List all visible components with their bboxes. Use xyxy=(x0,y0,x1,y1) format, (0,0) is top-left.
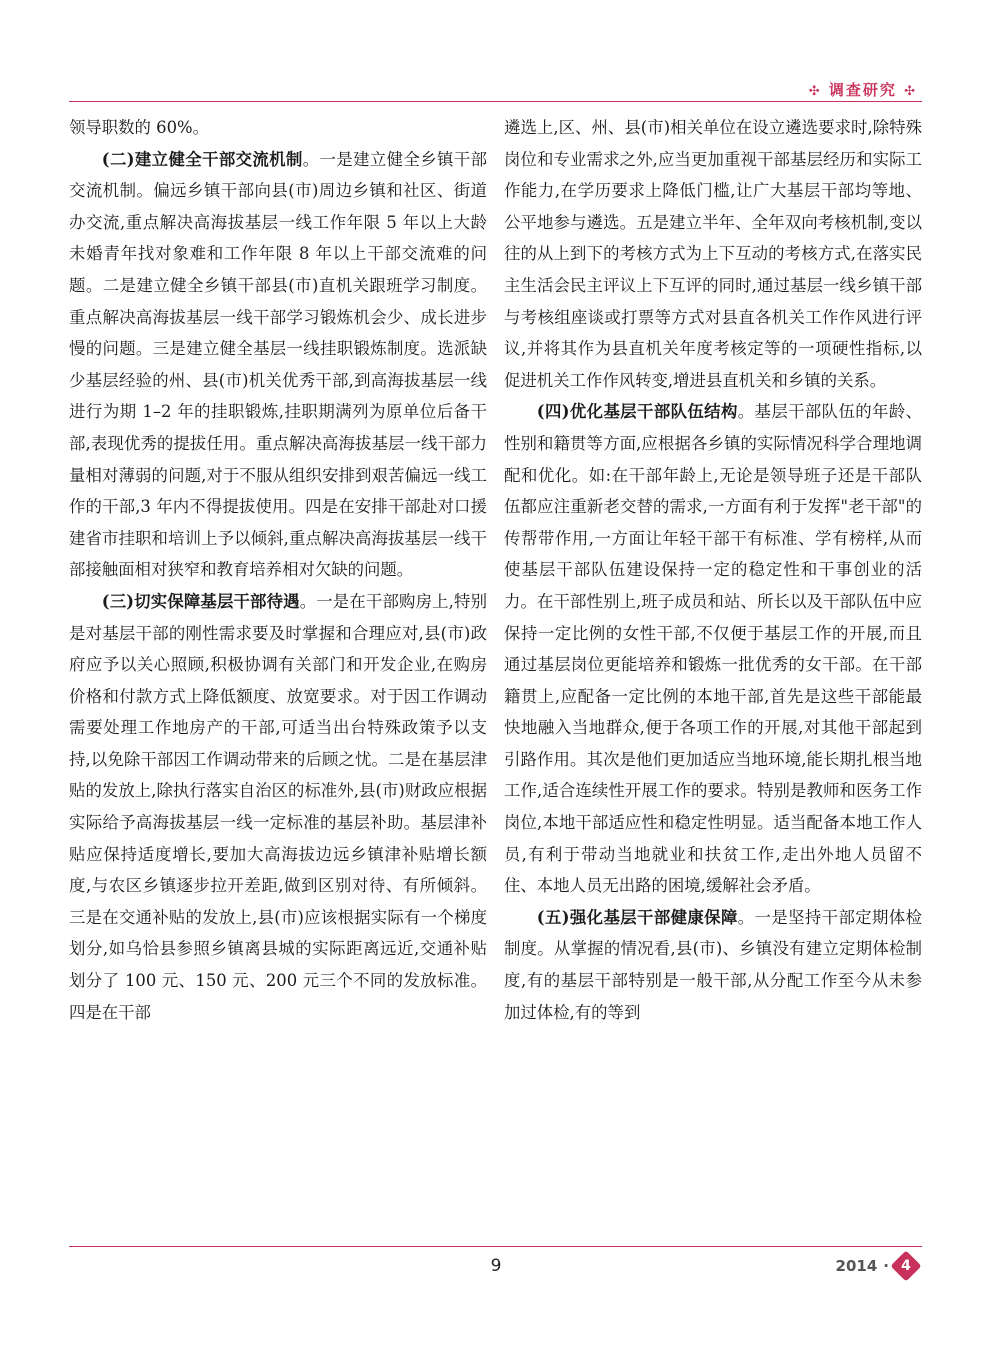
paragraph xyxy=(69,586,487,1028)
issue-year: 2014 xyxy=(835,1257,878,1275)
paragraph: 遴选上,区、州、县(市)相关单位在设立遴选要求时,除特殊岗位和专业需求之外,应当更加重视干部基层经历和实际工作能力,在学历要求上降低门槛,让广大基层干部均等地、公平地参与遴选。五是建立半年、全年双向考核机制,变以往的从上到下的考核方式为上下互动的考核方式,在落实民主生活会民主评议上下互评的同时,通过基层一线乡镇干部与考核组座谈或打票等方式对县直各机关工作作风进行评议,并将其作为县直机关年度考核定等的一项硬性指标,以促进机关工作作风转变,增进县直机关和乡镇的关系。 xyxy=(504,118,922,390)
paragraph-body: 。基层干部队伍的年龄、性别和籍贯等方面,应根据各乡镇的实际情况科学合理地调配和优化。如:在干部年龄上,无论是领导班子还是干部队伍都应注重新老交替的需求,一方面有利于发挥"老干部"的传帮带作用,一方面让年轻干部干有标准、学有榜样,从而使基层干部队伍建设保持一定的稳定性和干事创业的活力。在干部性别上,班子成员和站、所长以及干部队伍中应保持一定比例的女性干部,不仅便于基层工作的开展,而且通过基层岗位更能培养和锻炼一批优秀的女干部。在干部籍贯上,应配备一定比例的本地干部,首先是这些干部能最快地融入当地群众,便于各项工作的开展,对其他干部起到引路作用。其次是他们更加适应当地环境,能长期扎根当地工作,适合连续性开展工作的要求。特别是教师和医务工作岗位,本地干部适应性和稳定性明显。适当配备本地工作人员,有利于带动当地就业和扶贫工作,走出外地人员留不住、本地人员无出路的困境,缓解社会矛盾。 xyxy=(504,402,923,896)
ornament-left-icon: ✣ xyxy=(808,84,822,99)
paragraph-heading: (三)切实保障基层干部待遇 xyxy=(101,591,300,611)
paragraph-heading: (二)建立健全干部交流机制 xyxy=(101,149,303,169)
paragraph-heading: (五)强化基层干部健康保障 xyxy=(536,907,738,927)
section-title: 调查研究 xyxy=(828,81,897,99)
ornament-right-icon: ✣ xyxy=(904,84,917,99)
right-column xyxy=(504,112,922,1028)
paragraph-body: 。一是坚持干部定期体检制度。从掌握的情况看,县(市)、乡镇没有建立定期体检制度,有的基层干部特别是一般干部,从分配工作至今从未参加过体检,有的等到 xyxy=(504,907,923,1022)
left-column xyxy=(69,112,487,1028)
footer-divider xyxy=(69,1246,922,1247)
issue-label xyxy=(836,1255,917,1277)
issue-separator: · xyxy=(883,1257,889,1275)
paragraph xyxy=(504,396,922,902)
paragraph-body: 。一是在干部购房上,特别是对基层干部的刚性需求要及时掌握和合理应对,县(市)政府应予以关心照顾,积极协调有关部门和开发企业,在购房价格和付款方式上降低额度、放宽要求。对于因工作调动需要处理工作地房产的干部,可适当出台特殊政策予以支持,以免除干部因工作调动带来的后顾之忧。二是在基层津贴的发放上,除执行落实自治区的标准外,县(市)财政应根据实际给予高海拔基层一线一定标准的基层补助。基层津补贴应保持适度增长,要加大高海拔边远乡镇津补贴增长额度,与农区乡镇逐步拉开差距,做到区别对待、有所倾斜。三是在交通补贴的发放上,县(市)应该根据实际有一个梯度划分,如乌恰县参照乡镇离县城的实际距离远近,交通补贴划分了 100 元、150 元、200 元三个不同的发放标准。四是在干部 xyxy=(69,591,487,1022)
page-number: 9 xyxy=(490,1256,502,1276)
paragraph-body: 。一是建立健全乡镇干部交流机制。偏远乡镇干部向县(市)周边乡镇和社区、街道办交流,重点解决高海拔基层一线工作年限 5 年以上大龄未婚青年找对象难和工作年限 8 年以上干部交流难的问题。二是建立健全乡镇干部县(市)直机关跟班学习制度。重点解决高海拔基层一线干部学习锻炼机会少、成长进步慢的问题。三是建立健全基层一线挂职锻炼制度。选派缺少基层经验的州、县(市)机关优秀干部,到高海拔基层一线进行为期 1–2 年的挂职锻炼,挂职期满列为原单位后备干部,表现优秀的提拔任用。重点解决高海拔基层一线干部力量相对薄弱的问题,对于不服从组织安排到艰苦偏远一线工作的干部,3 年内不得提拔使用。四是在安排干部赴对口援建省市挂职和培训上予以倾斜,重点解决高海拔基层一线干部接触面相对狭窄和教育培养相对欠缺的问题。 xyxy=(69,149,488,580)
issue-badge-icon xyxy=(890,1250,921,1281)
paragraph-heading: (四)优化基层干部队伍结构 xyxy=(536,402,738,422)
issue-number: 4 xyxy=(901,1258,911,1274)
header-divider xyxy=(69,101,922,102)
paragraph xyxy=(69,144,487,586)
paragraph: 领导职数的 60%。 xyxy=(69,118,209,137)
paragraph xyxy=(504,902,922,1028)
section-header xyxy=(809,79,917,100)
